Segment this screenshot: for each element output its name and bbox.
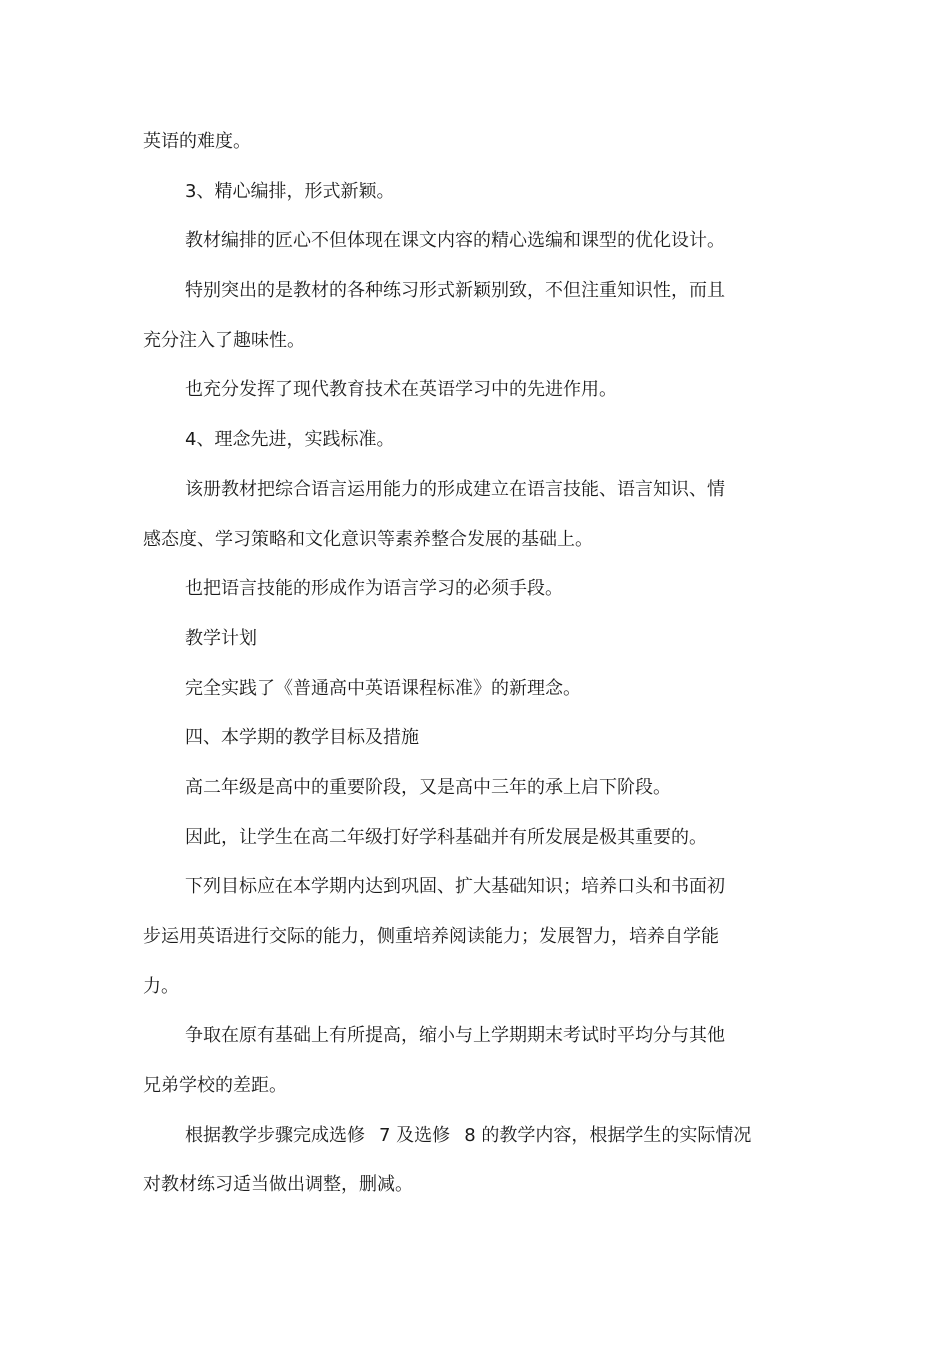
- section-heading: 教学计划: [185, 627, 257, 649]
- paragraph-line: 英语的难度。: [143, 131, 251, 152]
- paragraph-line: 充分注入了趣味性。: [143, 329, 305, 351]
- paragraph-line: 高二年级是高中的重要阶段，又是高中三年的承上启下阶段。: [185, 776, 671, 798]
- text-segment: 7 及选修: [379, 1124, 451, 1146]
- paragraph-line: 感态度、学习策略和文化意识等素养整合发展的基础上。: [143, 528, 593, 550]
- paragraph-line: 步运用英语进行交际的能力，侧重培养阅读能力；发展智力，培养自学能: [143, 926, 719, 947]
- paragraph-line: 下列目标应在本学期内达到巩固、扩大基础知识；培养口头和书面初: [185, 876, 725, 898]
- paragraph-line: 特别突出的是教材的各种练习形式新颖别致，不但注重知识性，而且: [185, 280, 725, 302]
- paragraph-line: 也把语言技能的形成作为语言学习的必须手段。: [185, 578, 563, 600]
- paragraph-line: 完全实践了《普通高中英语课程标准》的新理念。: [185, 677, 581, 699]
- section-heading: 4、理念先进，实践标准。: [185, 429, 395, 451]
- paragraph-line: 兄弟学校的差距。: [143, 1075, 287, 1097]
- section-heading: 四、本学期的教学目标及措施: [185, 727, 419, 749]
- section-heading: 3、精心编排，形式新颖。: [185, 180, 395, 202]
- text-segment: 根据教学步骤完成选修: [185, 1124, 365, 1146]
- paragraph-line: 对教材练习适当做出调整，删减。: [143, 1174, 413, 1196]
- paragraph-line: 争取在原有基础上有所提高，缩小与上学期期末考试时平均分与其他: [185, 1025, 725, 1047]
- paragraph-line: 因此，让学生在高二年级打好学科基础并有所发展是极其重要的。: [185, 826, 707, 848]
- paragraph-line: 教材编排的匠心不但体现在课文内容的精心选编和课型的优化设计。: [185, 230, 725, 252]
- paragraph-line: 也充分发挥了现代教育技术在英语学习中的先进作用。: [185, 379, 617, 401]
- paragraph-line: 力。: [143, 975, 179, 997]
- document-body: [143, 122, 783, 1215]
- paragraph-line: 该册教材把综合语言运用能力的形成建立在语言技能、语言知识、情: [185, 478, 725, 500]
- paragraph-line: [143, 1116, 783, 1166]
- text-segment: 8 的教学内容，根据学生的实际情况: [464, 1124, 752, 1146]
